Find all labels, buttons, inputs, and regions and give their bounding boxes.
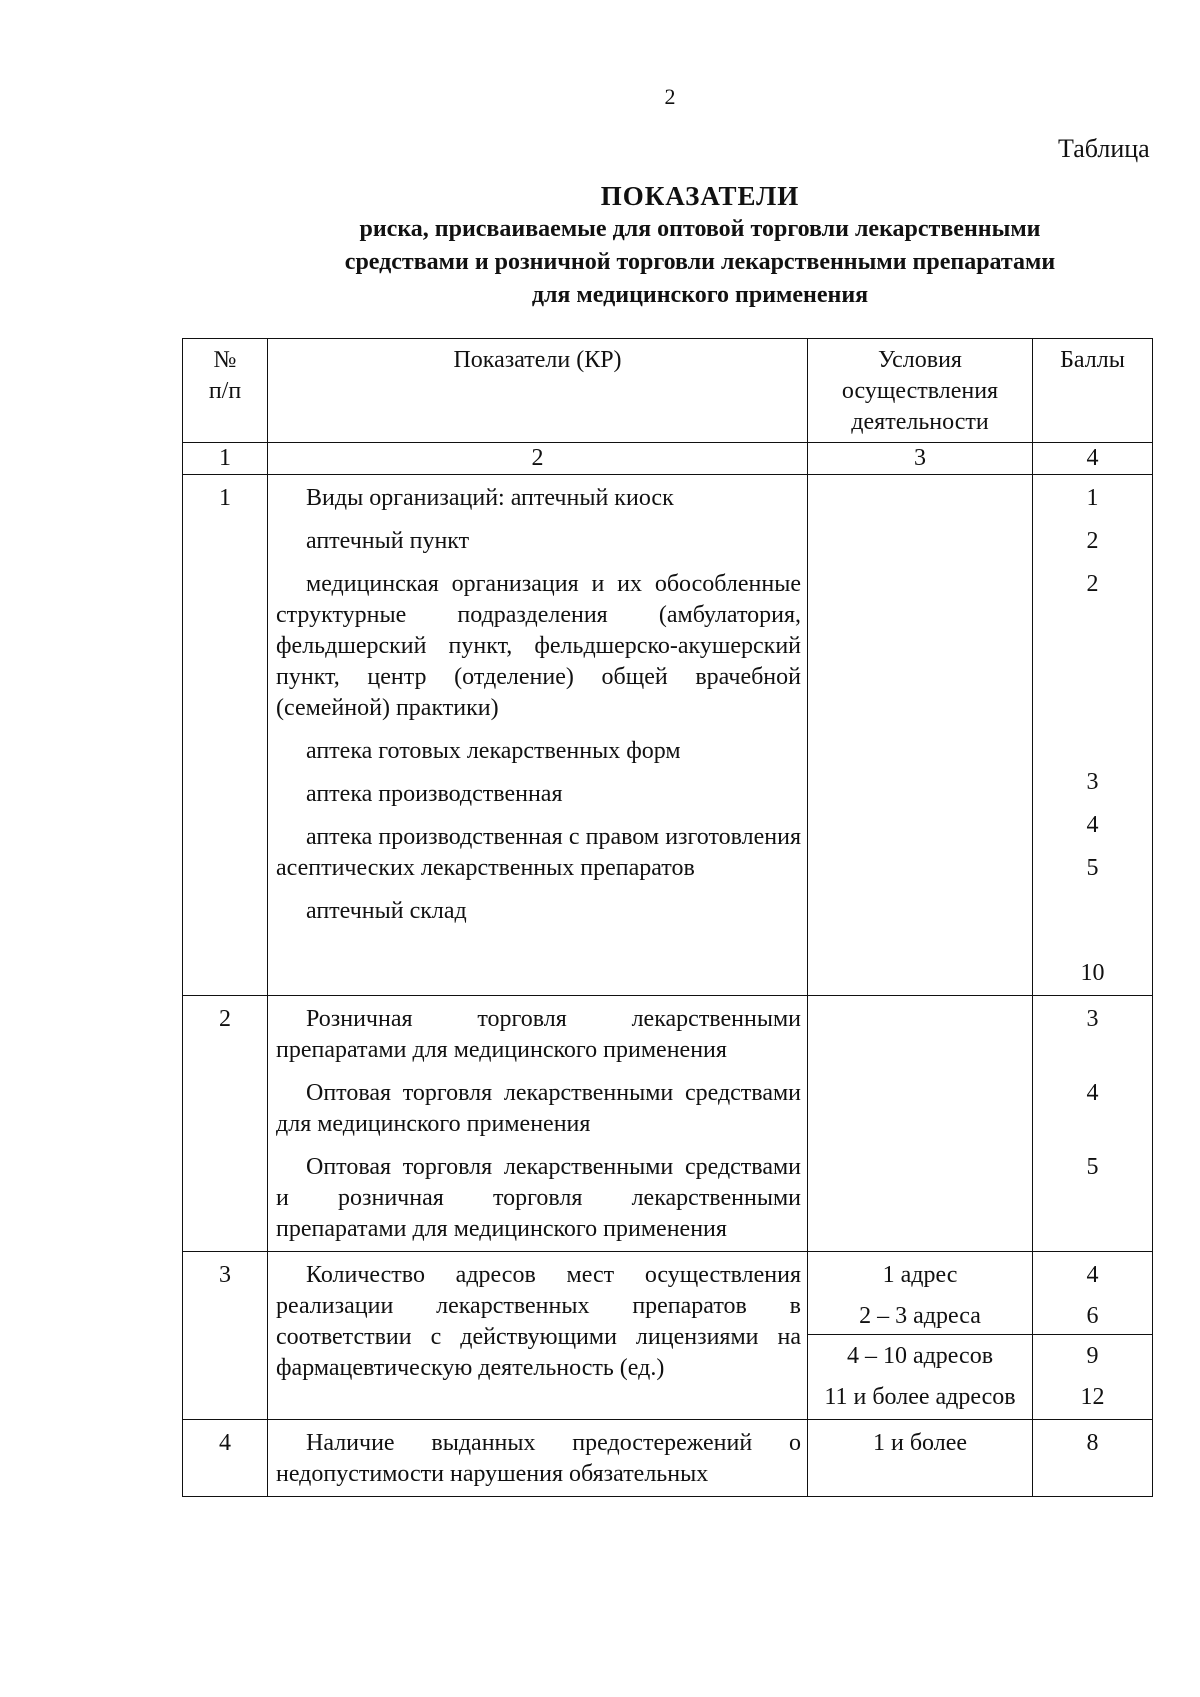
title-line-1: риска, присваиваемые для оптовой торговли лекарственными bbox=[359, 216, 1041, 242]
points-value: 6 bbox=[1086, 1303, 1099, 1329]
indicator-item: Розничная торговля лекарственными препаратами для медицинского применения bbox=[276, 1006, 801, 1063]
column-number: 3 bbox=[808, 443, 1033, 475]
header-num-line-1: № bbox=[213, 347, 237, 373]
conditions-cell bbox=[808, 1420, 1033, 1497]
points-value: 8 bbox=[1086, 1430, 1099, 1456]
indicator-item: аптека производственная bbox=[306, 781, 563, 807]
header-points: Баллы bbox=[1033, 339, 1153, 443]
column-number: 1 bbox=[183, 443, 268, 475]
points-value: 12 bbox=[1080, 1384, 1105, 1410]
points-cell bbox=[1033, 1420, 1153, 1497]
points-value: 1 bbox=[1086, 485, 1099, 511]
table-row bbox=[183, 1252, 1153, 1420]
indicator-item: Виды организаций: аптечный киоск bbox=[306, 485, 674, 511]
condition-divider bbox=[808, 1334, 1032, 1335]
condition-item: 2 – 3 адреса bbox=[859, 1303, 981, 1329]
points-value: 2 bbox=[1086, 528, 1099, 554]
header-conditions: Условия осуществления деятельности bbox=[808, 339, 1033, 443]
indicator-item: медицинская организация и их обособленные структурные подразделения (амбулатория, фельдшерский пункт, фельдшерско-акушерский пункт, центр (отделение) общей врачебной (семейной) практики) bbox=[276, 571, 801, 721]
indicator-item: аптека готовых лекарственных форм bbox=[306, 738, 681, 764]
title-line-3: для медицинского применения bbox=[531, 282, 869, 308]
points-value: 9 bbox=[1086, 1343, 1099, 1369]
conditions-cell bbox=[808, 996, 1033, 1252]
table-row bbox=[183, 475, 1153, 996]
header-row bbox=[183, 339, 1153, 443]
conditions-cell bbox=[808, 475, 1033, 996]
title-main: ПОКАЗАТЕЛИ bbox=[600, 181, 800, 211]
header-num bbox=[183, 339, 268, 443]
indicator-item: Наличие выданных предостережений о недопустимости нарушения обязательных bbox=[276, 1430, 801, 1487]
row-number: 3 bbox=[183, 1252, 268, 1420]
indicator-item: Количество адресов мест осуществления реализации лекарственных препаратов в соответствии с действующими лицензиями на фармацевтическую деятельность (ед.) bbox=[276, 1262, 801, 1381]
table-caption: Таблица bbox=[1058, 134, 1150, 163]
points-cell bbox=[1033, 475, 1153, 996]
condition-item: 1 адрес bbox=[882, 1262, 958, 1288]
conditions-cell bbox=[808, 1252, 1033, 1420]
title-line-2: средствами и розничной торговли лекарственными препаратами bbox=[344, 249, 1056, 275]
indicator-item: Оптовая торговля лекарственными средствами для медицинского применения bbox=[276, 1080, 801, 1137]
points-value: 3 bbox=[1086, 769, 1099, 795]
points-value: 10 bbox=[1080, 960, 1105, 986]
document-title bbox=[220, 180, 1180, 312]
indicator-item: аптечный склад bbox=[306, 898, 467, 924]
row-number: 2 bbox=[183, 996, 268, 1252]
table-row bbox=[183, 996, 1153, 1252]
indicator-item: Оптовая торговля лекарственными средствами и розничная торговля лекарственными препаратами для медицинского применения bbox=[276, 1154, 801, 1242]
points-value: 4 bbox=[1086, 1080, 1099, 1106]
points-value: 2 bbox=[1086, 571, 1099, 597]
column-number: 2 bbox=[268, 443, 808, 475]
header-indicators: Показатели (КР) bbox=[268, 339, 808, 443]
points-divider bbox=[1033, 1334, 1152, 1335]
points-value: 4 bbox=[1086, 812, 1099, 838]
indicator-cell bbox=[268, 1420, 808, 1497]
indicator-cell bbox=[268, 1252, 808, 1420]
indicator-item: аптека производственная с правом изготовления асептических лекарственных препаратов bbox=[276, 824, 801, 881]
risk-indicators-table bbox=[182, 338, 1153, 1497]
row-number: 4 bbox=[183, 1420, 268, 1497]
points-value: 5 bbox=[1086, 1154, 1099, 1180]
points-value: 4 bbox=[1086, 1262, 1099, 1288]
condition-item: 4 – 10 адресов bbox=[846, 1343, 994, 1369]
points-value: 3 bbox=[1086, 1006, 1099, 1032]
condition-item: 11 и более адресов bbox=[824, 1384, 1016, 1410]
column-number-row bbox=[183, 443, 1153, 475]
indicator-cell bbox=[268, 996, 808, 1252]
indicator-item: аптечный пункт bbox=[306, 528, 470, 554]
page-number: 2 bbox=[664, 84, 676, 109]
condition-item: 1 и более bbox=[872, 1430, 968, 1456]
column-number: 4 bbox=[1033, 443, 1153, 475]
row-number: 1 bbox=[183, 475, 268, 996]
points-value: 5 bbox=[1086, 855, 1099, 881]
points-cell bbox=[1033, 1252, 1153, 1420]
table-row bbox=[183, 1420, 1153, 1497]
points-cell bbox=[1033, 996, 1153, 1252]
header-num-line-2: п/п bbox=[208, 378, 242, 404]
indicator-cell bbox=[268, 475, 808, 996]
